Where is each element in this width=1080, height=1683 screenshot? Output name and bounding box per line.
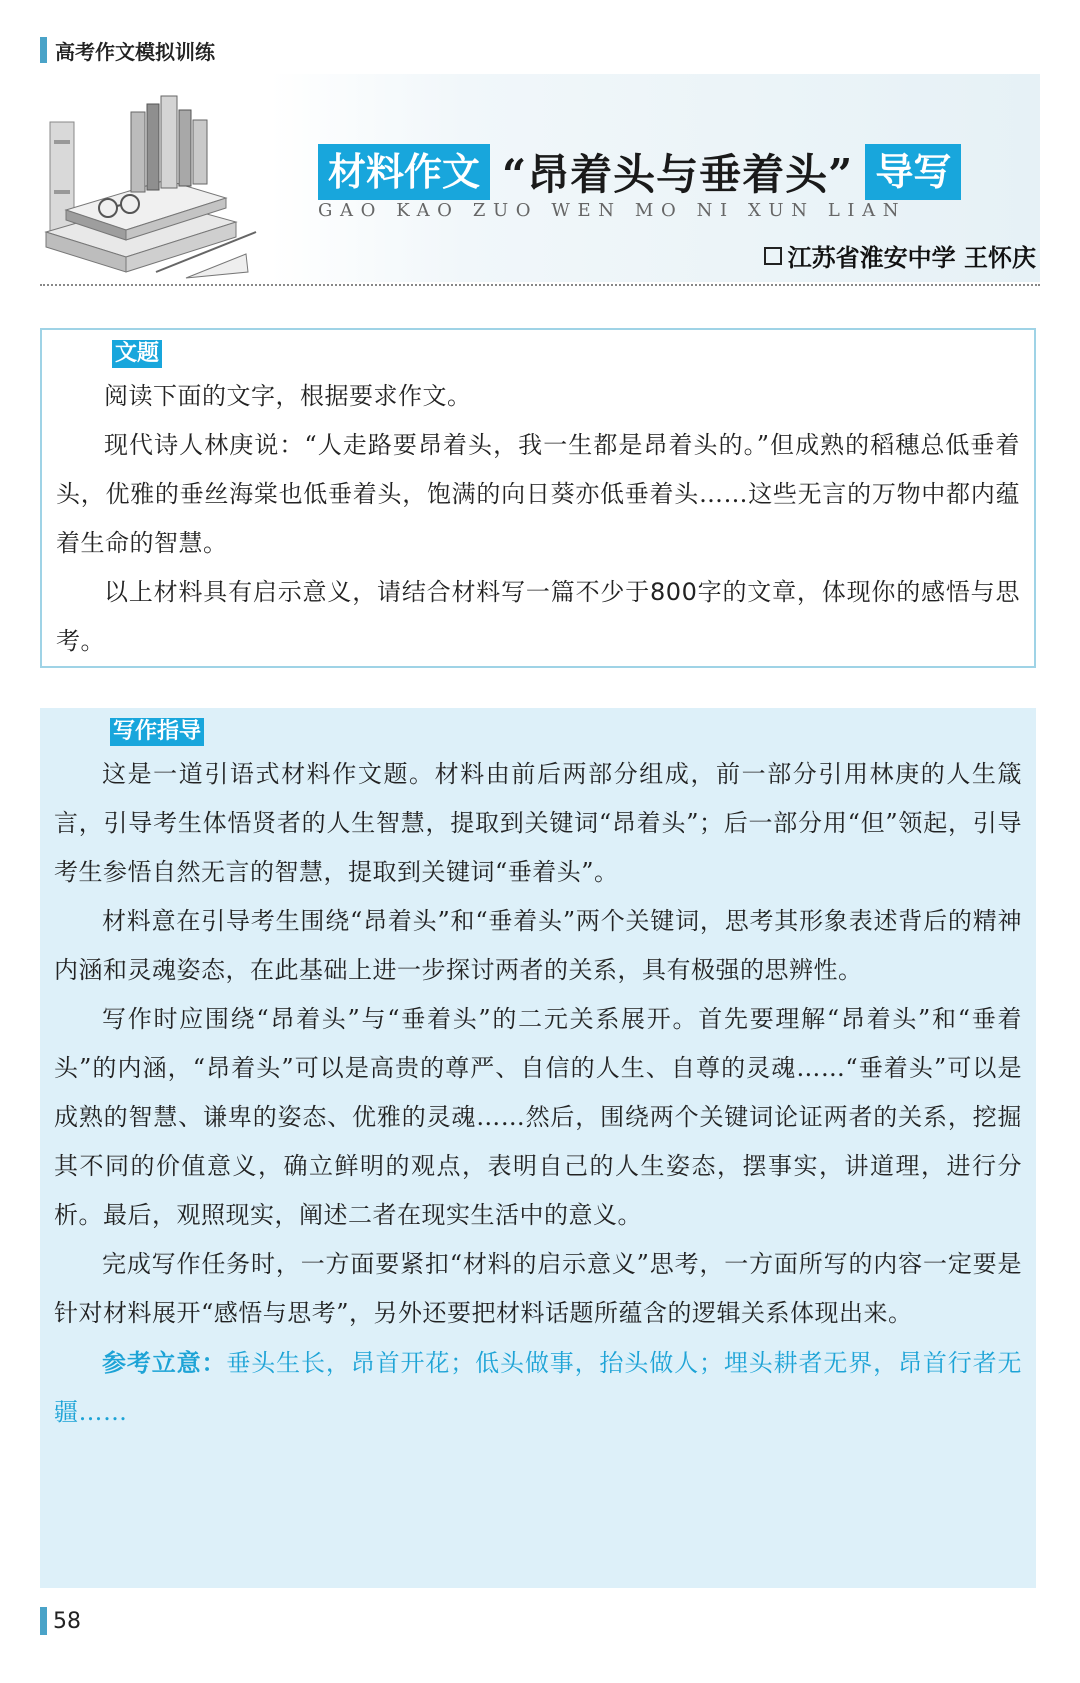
title-tag-right: 导写 (865, 144, 961, 200)
topic-section (40, 328, 1036, 668)
title-tag-left: 材料作文 (318, 144, 490, 200)
section-label-bar (40, 37, 47, 63)
author-text: 江苏省淮安中学 王怀庆 (787, 244, 1036, 272)
article-title (318, 140, 961, 204)
header-divider (40, 284, 1040, 286)
guide-paragraph: 写作时应围绕“昂着头”与“垂着头”的二元关系展开。首先要理解“昂着头”和“垂着头”的内涵，“昂着头”可以是高贵的尊严、自信的人生、自尊的灵魂……“垂着头”可以是成熟的智慧、谦卑的姿态、优雅的灵魂……然后，围绕两个关键词论证两者的关系，挖掘其不同的价值意义，确立鲜明的观点，表明自己的人生姿态，摆事实，讲道理，进行分析。最后，观照现实，阐述二者在现实生活中的意义。 (54, 1005, 1022, 1229)
reference-ideas (54, 1338, 1022, 1437)
page-number-text: 58 (53, 1608, 81, 1634)
guide-paragraph: 材料意在引导考生围绕“昂着头”和“垂着头”两个关键词，思考其形象表述背后的精神内涵和灵魂姿态，在此基础上进一步探讨两者的关系，具有极强的思辨性。 (54, 907, 1022, 984)
reference-label: 参考立意： (102, 1348, 227, 1377)
pinyin-subtitle: GAO KAO ZUO WEN MO NI XUN LIAN (318, 200, 907, 221)
topic-label: 文题 (112, 340, 162, 368)
section-label (40, 36, 215, 64)
topic-paragraph: 现代诗人林庚说：“人走路要昂着头，我一生都是昂着头的。”但成熟的稻穗总低垂着头，优雅的垂丝海棠也低垂着头，饱满的向日葵亦低垂着头……这些无言的万物中都内蕴着生命的智慧。 (56, 431, 1020, 557)
guide-paragraph: 完成写作任务时，一方面要紧扣“材料的启示意义”思考，一方面所写的内容一定要是针对材料展开“感悟与思考”，另外还要把材料话题所蕴含的逻辑关系体现出来。 (54, 1250, 1022, 1327)
section-label-text: 高考作文模拟训练 (55, 39, 215, 64)
guide-paragraph: 这是一道引语式材料作文题。材料由前后两部分组成，前一部分引用林庚的人生箴言，引导考生体悟贤者的人生智慧，提取到关键词“昂着头”；后一部分用“但”领起，引导考生参悟自然无言的智慧，提取到关键词“垂着头”。 (54, 760, 1022, 886)
topic-paragraph: 以上材料具有启示意义，请结合材料写一篇不少于800字的文章，体现你的感悟与思考。 (56, 578, 1020, 655)
author-line (764, 238, 1036, 273)
square-box-icon (764, 247, 782, 265)
guide-section (40, 708, 1036, 1588)
page-number (40, 1606, 81, 1636)
topic-paragraph: 阅读下面的文字，根据要求作文。 (104, 382, 472, 410)
guide-label: 写作指导 (110, 718, 204, 746)
page-number-bar (40, 1607, 47, 1635)
title-main: “昂着头与垂着头” (502, 150, 854, 199)
books-stack-illustration (36, 82, 261, 282)
reference-text: 垂头生长，昂首开花；低头做事，抬头做人；埋头耕者无界，昂首行者无疆…… (54, 1349, 1022, 1426)
